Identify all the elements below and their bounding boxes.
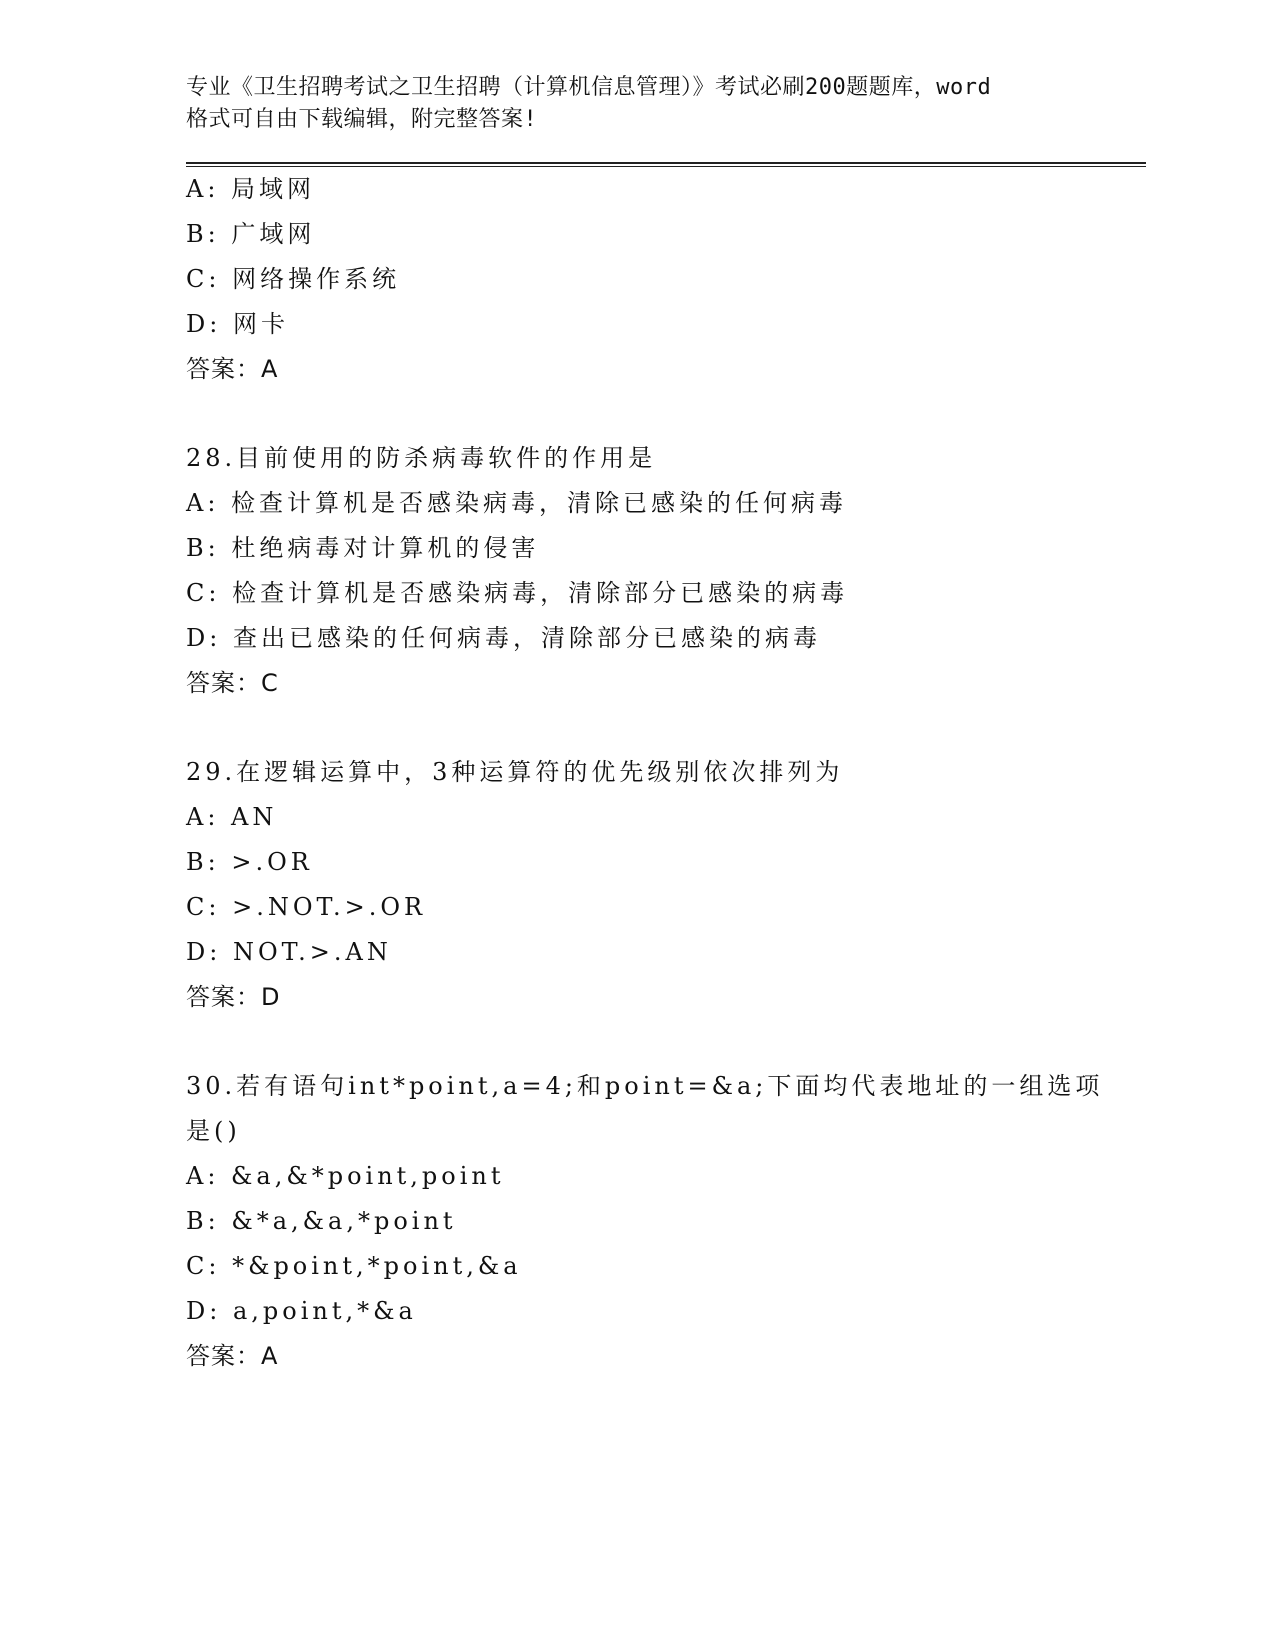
option-b: B: 杜绝病毒对计算机的侵害 [186, 534, 540, 562]
option-a: A: 局域网 [186, 175, 316, 203]
question-stem: 28.目前使用的防杀病毒软件的作用是 [186, 444, 657, 472]
document-page [186, 72, 1146, 1379]
option-d: D: 查出已感染的任何病毒，清除部分已感染的病毒 [186, 624, 821, 652]
option-d: D: NOT.>.AN [186, 938, 392, 966]
option-c: C: >.NOT.>.OR [186, 893, 427, 921]
option-c: C: 网络操作系统 [186, 265, 401, 293]
option-a: A: AN [186, 803, 278, 831]
option-b: B: >.OR [186, 848, 313, 876]
answer-line: 答案：D [186, 983, 281, 1011]
question-stem-line2: 是() [186, 1117, 241, 1145]
question-30 [186, 1064, 1146, 1379]
answer-line: 答案：A [186, 1342, 279, 1370]
option-c: C: *&point,*point,&a [186, 1252, 522, 1280]
question-stem-line1: 30.若有语句int*point,a=4;和point=&a;下面均代表地址的一组选项 [186, 1072, 1104, 1100]
option-d: D: 网卡 [186, 310, 289, 338]
question-28 [186, 436, 1146, 706]
header-title-line1: 专业《卫生招聘考试之卫生招聘（计算机信息管理）》考试必刷200题题库，word [186, 75, 992, 100]
option-d: D: a,point,*&a [186, 1297, 417, 1325]
option-b: B: &*a,&a,*point [186, 1207, 457, 1235]
answer-line: 答案：C [186, 669, 279, 697]
answer-line: 答案：A [186, 355, 279, 383]
question-27-options [186, 167, 1146, 392]
option-a: A: &a,&*point,point [186, 1162, 505, 1190]
document-header [186, 72, 1086, 136]
question-list [186, 167, 1146, 1379]
option-b: B: 广域网 [186, 220, 316, 248]
question-stem: 29.在逻辑运算中，3种运算符的优先级别依次排列为 [186, 758, 844, 786]
option-c: C: 检查计算机是否感染病毒，清除部分已感染的病毒 [186, 579, 849, 607]
option-a: A: 检查计算机是否感染病毒，清除已感染的任何病毒 [186, 489, 848, 517]
question-29 [186, 750, 1146, 1020]
header-title-line2: 格式可自由下载编辑，附完整答案! [186, 107, 538, 132]
